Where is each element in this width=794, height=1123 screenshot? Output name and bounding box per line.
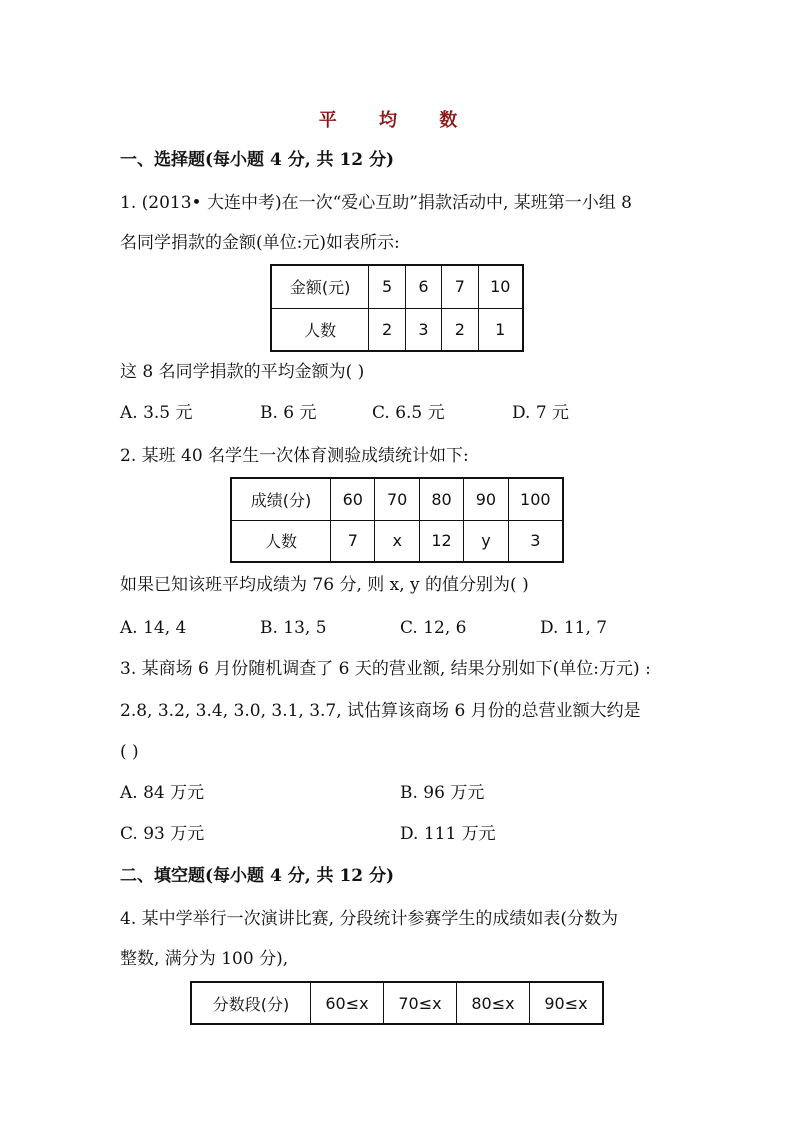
q2-option-d: D. 11, 7 <box>540 618 608 638</box>
q1-option-a: A. 3.5 元 <box>120 403 193 423</box>
q2-option-b: B. 13, 5 <box>260 618 327 638</box>
q1-option-d: D. 7 元 <box>512 403 570 423</box>
q4-table-cell: 80≤x <box>457 982 530 1024</box>
q3-text-line2: 2.8, 3.2, 3.4, 3.0, 3.1, 3.7, 试估算该商场 6 月份的总营业额大约是 <box>120 701 641 721</box>
q2-table-cell: 7 <box>331 520 375 562</box>
q2-table-row-label: 人数 <box>231 520 331 562</box>
q1-option-c: C. 6.5 元 <box>372 403 445 423</box>
q2-option-c: C. 12, 6 <box>400 618 467 638</box>
q2-table-cell: 60 <box>331 478 375 520</box>
section-heading-fill: 二、填空题(每小题 4 分, 共 12 分) <box>120 866 395 886</box>
q1-table <box>270 264 524 352</box>
q1-question: 这 8 名同学捐款的平均金额为( ) <box>120 362 365 382</box>
page-title: 平 均 数 <box>318 110 476 131</box>
q4-table-header: 分数段(分) <box>191 982 311 1024</box>
q2-table-cell: 100 <box>508 478 563 520</box>
q1-table-cell: 2 <box>369 308 405 351</box>
q3-text-line3: ( ) <box>120 742 139 762</box>
q1-table-cell: 10 <box>478 265 523 308</box>
q1-table-cell: 6 <box>405 265 441 308</box>
q2-table-cell: 3 <box>508 520 563 562</box>
q2-table-cell: y <box>464 520 508 562</box>
q1-table-cell: 5 <box>369 265 405 308</box>
q3-option-d: D. 111 万元 <box>400 824 496 844</box>
q1-table-cell: 2 <box>442 308 478 351</box>
q1-table-header: 金额(元) <box>271 265 369 308</box>
q3-option-c: C. 93 万元 <box>120 824 205 844</box>
q2-option-a: A. 14, 4 <box>120 618 187 638</box>
q2-table <box>230 477 564 563</box>
q4-table-cell: 90≤x <box>530 982 604 1024</box>
q2-question: 如果已知该班平均成绩为 76 分, 则 x, y 的值分别为( ) <box>120 575 529 595</box>
q2-table-cell: 80 <box>419 478 463 520</box>
q4-text-line2: 整数, 满分为 100 分), <box>120 949 289 969</box>
q2-table-cell: 90 <box>464 478 508 520</box>
q4-table-cell: 60≤x <box>311 982 384 1024</box>
q1-table-cell: 1 <box>478 308 523 351</box>
q4-table <box>190 981 604 1025</box>
q1-text-line1: 1. (2013• 大连中考)在一次“爱心互助”捐款活动中, 某班第一小组 8 <box>120 193 632 213</box>
q1-text-line2: 名同学捐款的金额(单位:元)如表所示: <box>120 233 400 253</box>
q2-table-header: 成绩(分) <box>231 478 331 520</box>
q4-text-line1: 4. 某中学举行一次演讲比赛, 分段统计参赛学生的成绩如表(分数为 <box>120 909 619 929</box>
q1-table-row-label: 人数 <box>271 308 369 351</box>
section-heading-choice: 一、选择题(每小题 4 分, 共 12 分) <box>120 150 395 170</box>
q1-table-cell: 3 <box>405 308 441 351</box>
q3-text-line1: 3. 某商场 6 月份随机调查了 6 天的营业额, 结果分别如下(单位:万元) : <box>120 659 651 679</box>
q2-table-cell: x <box>375 520 419 562</box>
q4-table-cell: 70≤x <box>384 982 457 1024</box>
q2-table-cell: 70 <box>375 478 419 520</box>
q2-table-cell: 12 <box>419 520 463 562</box>
q2-text-line1: 2. 某班 40 名学生一次体育测验成绩统计如下: <box>120 446 469 466</box>
q1-option-b: B. 6 元 <box>260 403 317 423</box>
q3-option-b: B. 96 万元 <box>400 783 485 803</box>
q3-option-a: A. 84 万元 <box>120 783 205 803</box>
q1-table-cell: 7 <box>442 265 478 308</box>
